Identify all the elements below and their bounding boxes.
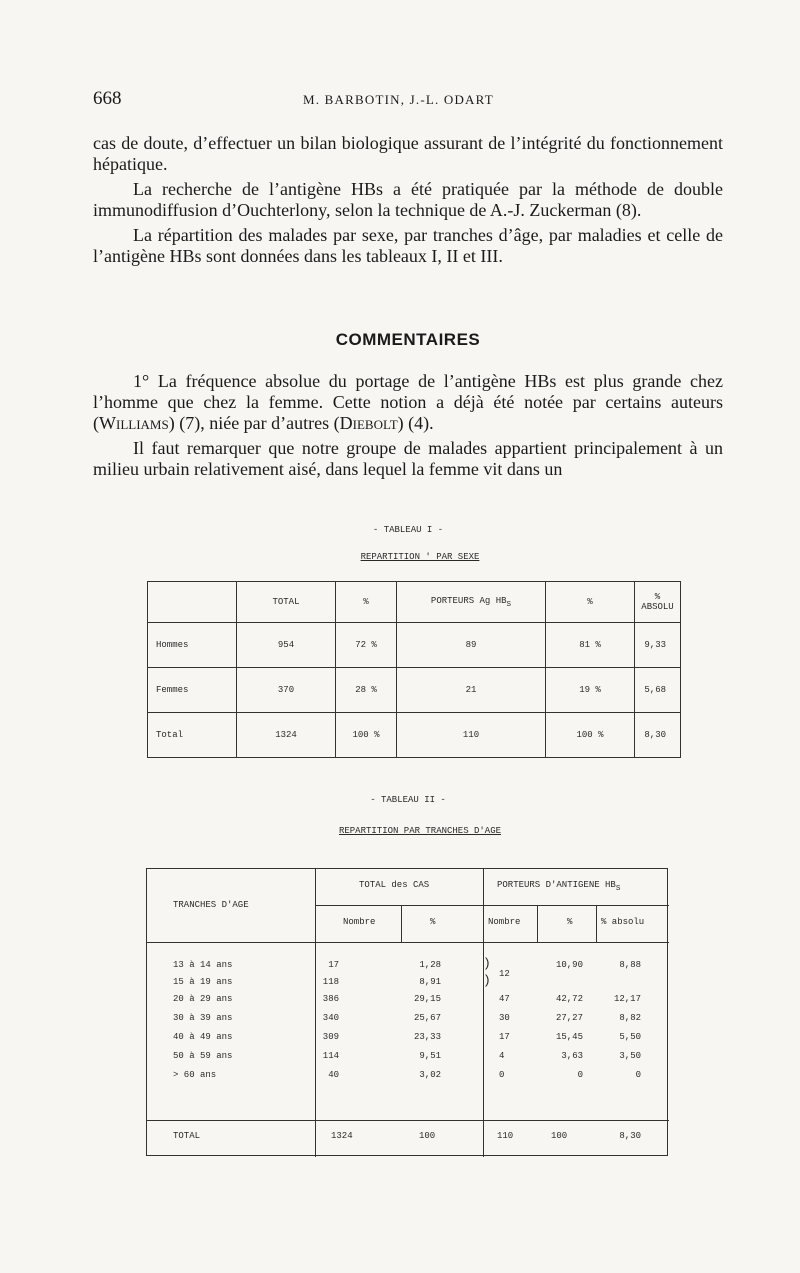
table-cell-porteurs: 47 xyxy=(499,994,510,1004)
table1-header-row xyxy=(148,582,681,623)
table-cell-ppct: 0 xyxy=(577,1070,583,1080)
page-number: 668 xyxy=(93,88,122,109)
table-cell-age: 50 à 59 ans xyxy=(173,1051,233,1061)
table-cell-absolu: 5,50 xyxy=(619,1032,641,1042)
table1-header-cell: % ABSOLU xyxy=(635,582,681,623)
table-cell-absolu: 8,30 xyxy=(619,1131,641,1141)
table1-header-cell xyxy=(148,582,237,623)
table1-header-cell: % xyxy=(336,582,397,623)
table-cell: 100 % xyxy=(546,713,635,758)
table1-header-cell: % xyxy=(546,582,635,623)
table-cell: 21 xyxy=(397,668,546,713)
table2 xyxy=(146,868,668,1156)
table2-rule xyxy=(483,869,484,1157)
table-cell-absolu: 3,50 xyxy=(619,1051,641,1061)
running-head: M. BARBOTIN, J.-L. ODART xyxy=(303,92,494,107)
table-cell-ppct: 15,45 xyxy=(555,1032,583,1042)
table-cell-absolu: 8,82 xyxy=(619,1013,641,1023)
table2-rule xyxy=(401,905,402,943)
table-cell-ppct: 27,27 xyxy=(555,1013,583,1023)
table-cell-pct: 1,28 xyxy=(419,960,441,970)
table-cell-pct: 23,33 xyxy=(413,1032,441,1042)
table2-sub-nombre: Nombre xyxy=(343,917,376,927)
table-cell-absolu: 8,88 xyxy=(619,960,641,970)
table-cell-age: 40 à 49 ans xyxy=(173,1032,233,1042)
table2-sub-pct2: % xyxy=(567,917,573,927)
table-row xyxy=(148,623,681,668)
table2-head-total: TOTAL des CAS xyxy=(359,880,430,890)
table-cell: Hommes xyxy=(148,623,237,668)
table-cell-absolu: 0 xyxy=(635,1070,641,1080)
paragraph-3: La répartition des malades par sexe, par tranches d’âge, par maladies et celle de l’antigène HBs sont données dans les tableaux I, II et III. xyxy=(93,225,723,266)
table-cell-porteurs: 17 xyxy=(499,1032,510,1042)
table2-rule xyxy=(147,942,669,943)
table-cell-nombre: 1324 xyxy=(331,1131,353,1141)
table1-header-cell: PORTEURS Ag $HB_S$ xyxy=(397,582,546,623)
table-cell-ppct: 3,63 xyxy=(561,1051,583,1061)
table2-head-tranches: TRANCHES D'AGE xyxy=(173,900,249,910)
table-cell: 19 % xyxy=(546,668,635,713)
table2-rule xyxy=(147,1120,669,1121)
table-cell-porteurs: 0 xyxy=(499,1070,505,1080)
table-cell-age: 15 à 19 ans xyxy=(173,977,233,987)
table-cell-porteurs: 110 xyxy=(497,1131,514,1141)
table-cell-age: > 60 ans xyxy=(173,1070,217,1080)
table2-sub-pct: % xyxy=(430,917,436,927)
paragraph-1: cas de doute, d’effectuer un bilan biologique assurant de l’intégrité du fonctionnement hépatique. xyxy=(93,133,723,174)
table2-rule xyxy=(596,905,597,943)
table-cell: 81 % xyxy=(546,623,635,668)
merged-porteurs: 12 xyxy=(499,969,510,979)
table-cell-age: 20 à 29 ans xyxy=(173,994,233,1004)
table-cell: 954 xyxy=(237,623,336,668)
table-cell: 72 % xyxy=(336,623,397,668)
table1 xyxy=(147,581,681,758)
table-cell-pct: 100 xyxy=(419,1131,436,1141)
table-cell: 370 xyxy=(237,668,336,713)
page-header xyxy=(93,88,723,112)
table-cell: 28 % xyxy=(336,668,397,713)
table-cell-age: 30 à 39 ans xyxy=(173,1013,233,1023)
table-cell-pct: 29,15 xyxy=(413,994,441,1004)
table-cell-age: TOTAL xyxy=(173,1131,201,1141)
table-cell: 100 % xyxy=(336,713,397,758)
table2-head-porteurs: PORTEURS D'ANTIGENE $HB_S$ xyxy=(497,880,621,893)
merge-bracket: ) ) xyxy=(483,956,491,988)
table-cell-nombre: 309 xyxy=(322,1032,339,1042)
table2-rule xyxy=(315,869,316,1157)
table-cell-ppct: 10,90 xyxy=(555,960,583,970)
section-heading: COMMENTAIRES xyxy=(335,330,481,349)
table-cell: 9,33 xyxy=(635,623,681,668)
table-cell: 5,68 xyxy=(635,668,681,713)
table-cell-pct: 3,02 xyxy=(419,1070,441,1080)
table-cell-ppct: 100 xyxy=(551,1131,568,1141)
author-williams: Williams xyxy=(99,413,169,433)
table1-subtitle: REPARTITION ' PAR SEXE xyxy=(360,552,480,562)
table1-header-cell: TOTAL xyxy=(237,582,336,623)
table1-caption: - TABLEAU I - xyxy=(372,525,444,535)
table-cell: Total xyxy=(148,713,237,758)
table2-rule xyxy=(537,905,538,943)
table-cell-nombre: 40 xyxy=(328,1070,339,1080)
table2-sub-nombre2: Nombre xyxy=(488,917,521,927)
table-row xyxy=(148,713,681,758)
table2-subtitle: REPARTITION PAR TRANCHES D'AGE xyxy=(338,826,502,836)
table-row xyxy=(148,668,681,713)
table-cell-nombre: 340 xyxy=(322,1013,339,1023)
table-cell: Femmes xyxy=(148,668,237,713)
table-cell: 8,30 xyxy=(635,713,681,758)
table2-caption: - TABLEAU II - xyxy=(370,795,446,805)
table-cell: 110 xyxy=(397,713,546,758)
table-cell-pct: 8,91 xyxy=(419,977,441,987)
table2-sub-absolu: % absolu xyxy=(601,917,645,927)
table-cell-absolu: 12,17 xyxy=(613,994,641,1004)
table-cell-nombre: 17 xyxy=(328,960,339,970)
table-cell-pct: 25,67 xyxy=(413,1013,441,1023)
table-cell-pct: 9,51 xyxy=(419,1051,441,1061)
table-cell-ppct: 42,72 xyxy=(555,994,583,1004)
table-cell-nombre: 118 xyxy=(322,977,339,987)
table-cell-nombre: 386 xyxy=(322,994,339,1004)
table-cell-nombre: 114 xyxy=(322,1051,339,1061)
table-cell: 1324 xyxy=(237,713,336,758)
table-cell-porteurs: 30 xyxy=(499,1013,510,1023)
table-cell-porteurs: 4 xyxy=(499,1051,505,1061)
table2-rule xyxy=(315,905,669,906)
paragraph-4: 1° La fréquence absolue du portage de l’antigène HBs est plus grande chez l’homme que chez la femme. Cette notion a déjà été notée par certains auteurs (Williams) (7), niée par d’autres (Diebolt) (4). xyxy=(93,371,723,433)
table-cell-age: 13 à 14 ans xyxy=(173,960,233,970)
table-cell: 89 xyxy=(397,623,546,668)
paragraph-2: La recherche de l’antigène HBs a été pratiquée par la méthode de double immunodiffusion d’Ouchterlony, selon la technique de A.-J. Zuckerman (8). xyxy=(93,179,723,220)
intro-text xyxy=(93,133,723,271)
paragraph-5: Il faut remarquer que notre groupe de malades appartient principalement à un milieu urbain relativement aisé, dans lequel la femme vit dans un xyxy=(93,438,723,479)
commentaires-text xyxy=(93,371,723,484)
author-diebolt: Diebolt xyxy=(339,413,398,433)
